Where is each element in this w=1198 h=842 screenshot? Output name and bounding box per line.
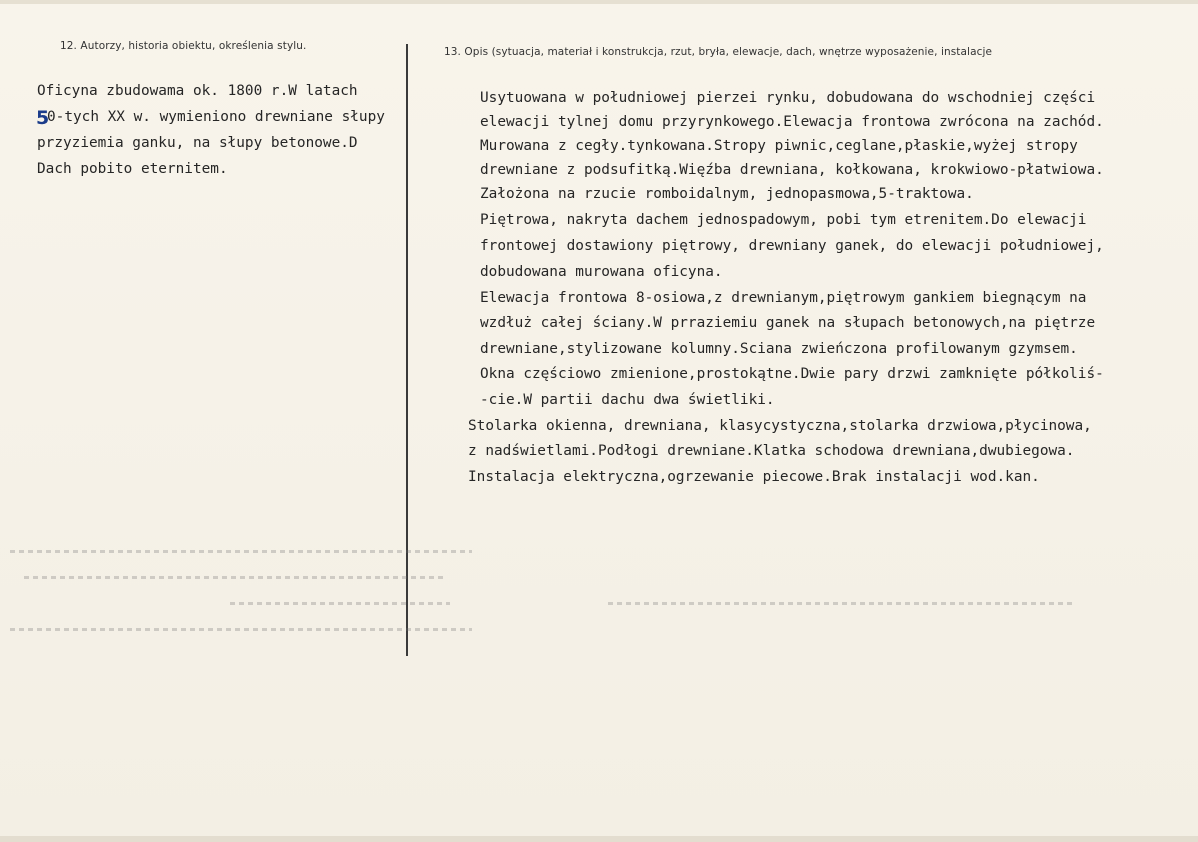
page-edge-bottom [0,836,1198,842]
right-line: Instalacja elektryczna,ogrzewanie piecowe.Brak instalacji wod.kan. [468,469,1040,485]
right-line: frontowej dostawiony piętrowy, drewniany ganek, do elewacji południowej, [480,238,1104,254]
right-line: Założona na rzucie romboidalnym, jednopasmowa,5-traktowa. [480,186,974,202]
right-line: Elewacja frontowa 8-osiowa,z drewnianym,piętrowym gankiem biegnącym na [480,290,1087,306]
left-line: Oficyna zbudowama ok. 1800 r.W latach [37,83,358,99]
bleed-through-text-right [608,598,1073,612]
right-line: Usytuowana w południowej pierzei rynku, dobudowana do wschodniej części [480,90,1096,106]
handwritten-correction: 5 [36,107,50,129]
right-line: drewniane z podsufitką.Więźba drewniana, kołkowana, krokwiowo-płatwiowa. [480,162,1104,178]
left-line: Dach pobito eternitem. [37,161,228,177]
header-section-13: 13. Opis (sytuacja, materiał i konstrukcja, rzut, bryła, elewacje, dach, wnętrze wyposażenie, instalacje [444,46,993,58]
left-line: 0-tych XX w. wymieniono drewniane słupy [47,109,385,125]
right-line: Murowana z cegły.tynkowana.Stropy piwnic,ceglane,płaskie,wyżej stropy [480,138,1078,154]
right-line: Piętrowa, nakryta dachem jednospadowym, pobi tym etrenitem.Do elewacji [480,212,1087,228]
bleed-through-text-left [10,548,480,648]
header-section-12: 12. Autorzy, historia obiektu, określenia stylu. [60,40,307,52]
right-line: elewacji tylnej domu przyrynkowego.Elewacja frontowa zwrócona na zachód. [480,114,1104,130]
right-line: wzdłuż całej ściany.W prraziemiu ganek na słupach betonowych,na piętrze [480,315,1096,331]
right-line: -cie.W partii dachu dwa świetliki. [480,392,775,408]
page-edge-top [0,0,1198,4]
left-line: przyziemia ganku, na słupy betonowe.D [37,135,358,151]
right-line: drewniane,stylizowane kolumny.Sciana zwieńczona profilowanym gzymsem. [480,341,1078,357]
right-line: z nadświetlami.Podłogi drewniane.Klatka schodowa drewniana,dwubiegowa. [468,443,1075,459]
right-line: Stolarka okienna, drewniana, klasycystyczna,stolarka drzwiowa,płycinowa, [468,418,1092,434]
right-line: Okna częściowo zmienione,prostokątne.Dwie pary drzwi zamknięte półkoliś- [480,366,1104,382]
right-line: dobudowana murowana oficyna. [480,264,723,280]
